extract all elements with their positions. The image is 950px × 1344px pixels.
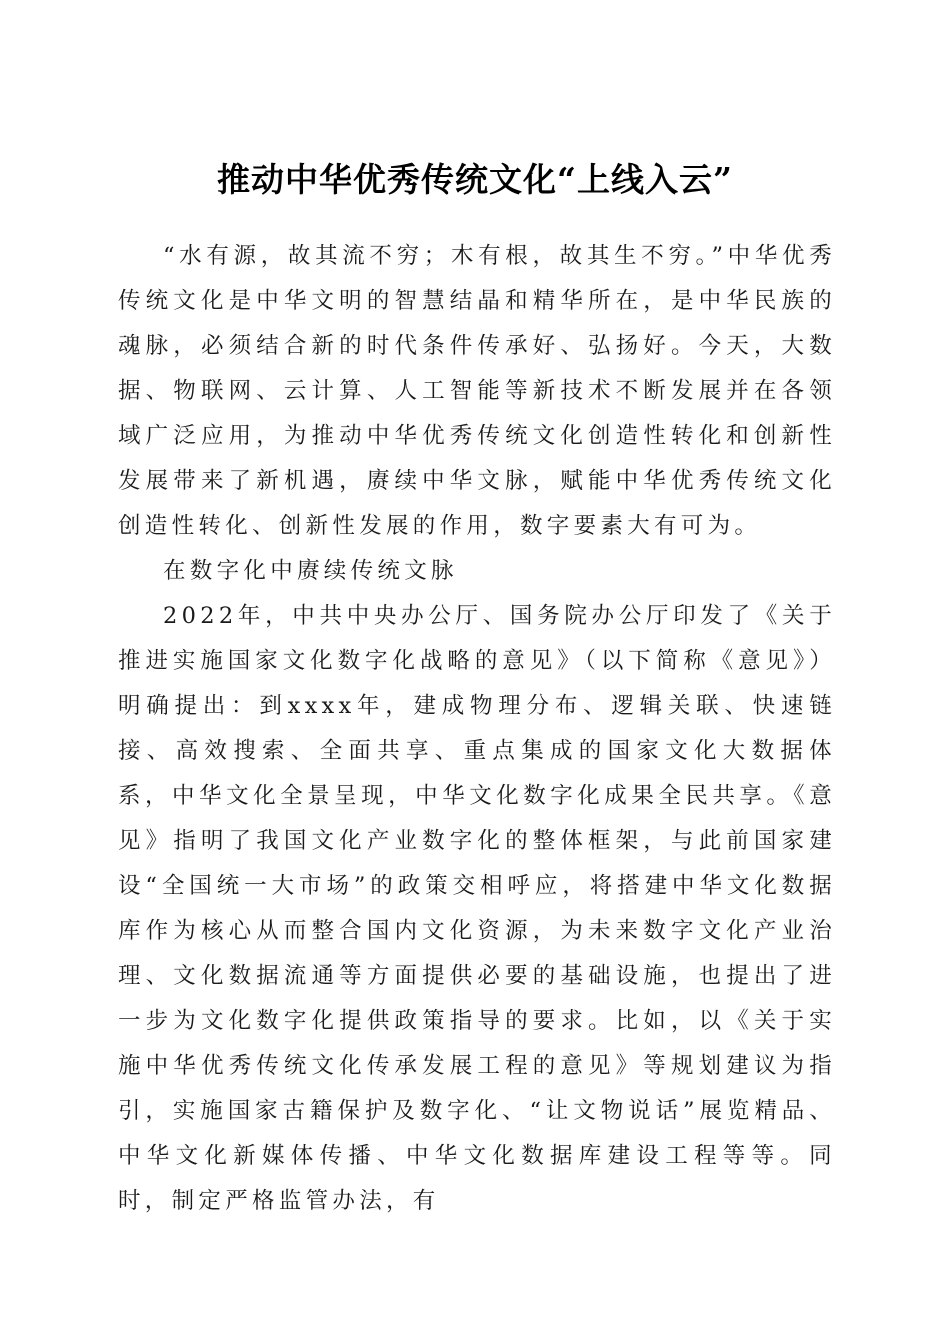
paragraph-policy: 2022年，中共中央办公厅、国务院办公厅印发了《关于推进实施国家文化数字化战略的意见》（以下简称《意见》）明确提出：到xxxx年，建成物理分布、逻辑关联、快速链接、高效搜索、全面共享、重点集成的国家文化大数据体系，中华文化全景呈现，中华文化数字化成果全民共享。《意见》指明了我国文化产业数字化的整体框架，与此前国家建设“全国统一大市场”的政策交相呼应，将搭建中华文化数据库作为核心从而整合国内文化资源，为未来数字文化产业治理、文化数据流通等方面提供必要的基础设施，也提出了进一步为文化数字化提供政策指导的要求。比如，以《关于实施中华优秀传统文化传承发展工程的意见》等规划建议为指引，实施国家古籍保护及数字化、“让文物说话”展览精品、中华文化新媒体传播、中华文化数据库建设工程等等。同时，制定严格监管办法，有 [118,603,836,1214]
document-title: 推动中华优秀传统文化“上线入云” [217,160,733,200]
document-body [118,234,836,1224]
paragraph-intro: “水有源，故其流不穷；木有根，故其生不穷。”中华优秀传统文化是中华文明的智慧结晶和精华所在，是中华民族的魂脉，必须结合新的时代条件传承好、弘扬好。今天，大数据、物联网、云计算、人工智能等新技术不断发展并在各领域广泛应用，为推动中华优秀传统文化创造性转化和创新性发展带来了新机遇，赓续中华文脉，赋能中华优秀传统文化创造性转化、创新性发展的作用，数字要素大有可为。 [118,243,836,539]
section-heading: 在数字化中赓续传统文脉 [163,558,458,584]
